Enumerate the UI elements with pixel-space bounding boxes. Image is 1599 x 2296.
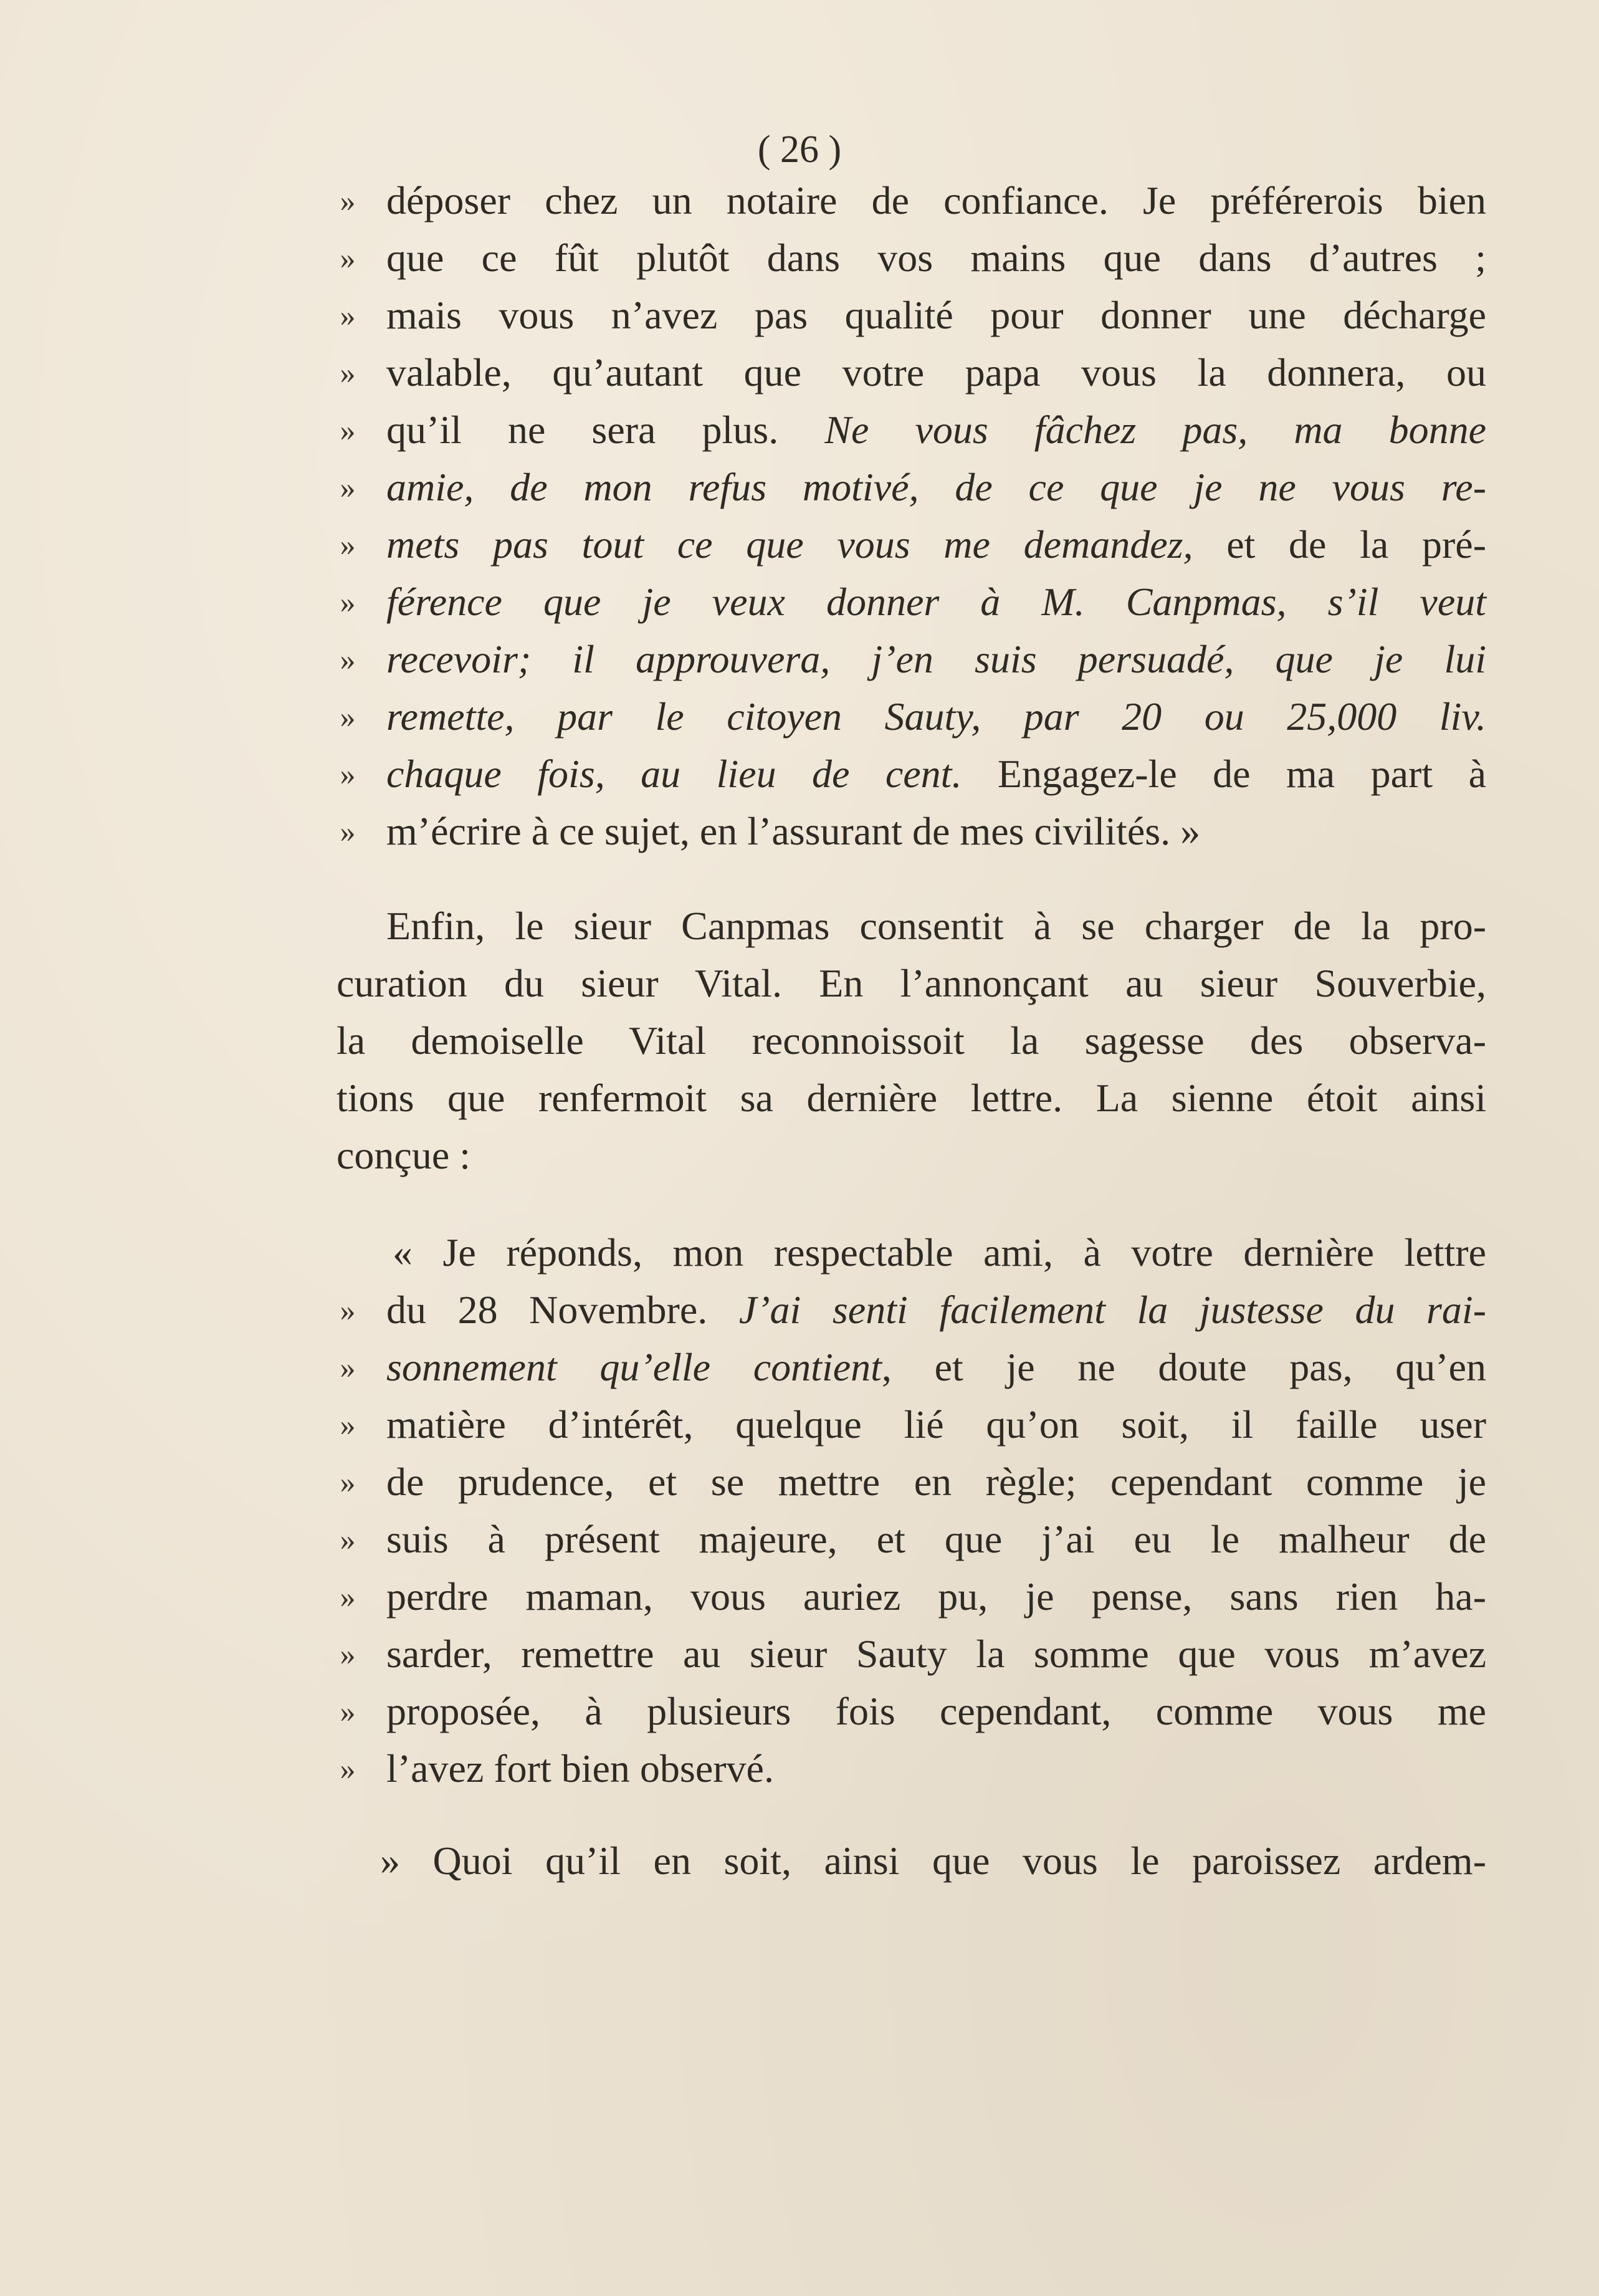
quote-mark: » [340, 699, 356, 734]
text-line: perdre maman, vous auriez pu, je pense, sans rien ha- [386, 1574, 1486, 1619]
quote-mark: » [340, 1407, 356, 1442]
quote-mark: » [340, 585, 356, 619]
quote-mark: » [340, 470, 356, 505]
text-line: férence que je veux donner à M. Canpmas, s’il veut [386, 580, 1486, 624]
text-line: déposer chez un notaire de confiance. Je préférerois bien [386, 178, 1486, 222]
text-line: de prudence, et se mettre en règle; cependant comme je [386, 1460, 1486, 1504]
quote-mark: » [340, 1350, 356, 1385]
text-line: valable, qu’autant que votre papa vous la donnera, ou [386, 350, 1486, 395]
text-line: sonnement qu’elle contient, et je ne doute pas, qu’en [386, 1345, 1486, 1389]
quote-mark: » [340, 413, 356, 447]
quote-mark: » [340, 183, 356, 218]
text-line: recevoir; il approuvera, j’en suis persuadé, que je lui [386, 637, 1486, 681]
quote-mark: » [340, 757, 356, 792]
text-line: m’écrire à ce sujet, en l’assurant de mes civilités. » [386, 809, 1201, 853]
quote-mark: » [340, 355, 356, 390]
quote-mark: » [340, 1522, 356, 1557]
text-line: sarder, remettre au sieur Sauty la somme que vous m’avez [386, 1632, 1486, 1676]
text-line: Enfin, le sieur Canpmas consentit à se charger de la pro- [386, 904, 1486, 948]
quote-mark: » [340, 1579, 356, 1614]
page-number: ( 26 ) [757, 128, 842, 171]
text-line: suis à présent majeure, et que j’ai eu le malheur de [386, 1517, 1486, 1561]
text-line: « Je réponds, mon respectable ami, à votre dernière lettre [393, 1230, 1486, 1275]
quote-mark: » [340, 1293, 356, 1327]
text-line: du 28 Novembre. J’ai senti facilement la justesse du rai- [386, 1288, 1486, 1332]
text-line: conçue : [337, 1133, 470, 1177]
quote-mark: » [340, 241, 356, 275]
text-line: l’avez fort bien observé. [386, 1746, 774, 1791]
text-line: matière d’intérêt, quelque lié qu’on soit, il faille user [386, 1402, 1486, 1447]
text-line: amie, de mon refus motivé, de ce que je ne vous re- [386, 465, 1486, 509]
quote-mark: » [340, 1751, 356, 1786]
text-line: mets pas tout ce que vous me demandez, et de la pré- [386, 522, 1487, 567]
text-line: curation du sieur Vital. En l’annonçant au sieur Souverbie, [337, 961, 1486, 1005]
text-line: » Quoi qu’il en soit, ainsi que vous le paroissez ardem- [380, 1839, 1486, 1883]
text-line: tions que renfermoit sa dernière lettre. La sienne étoit ainsi [337, 1076, 1486, 1120]
quote-mark: » [340, 814, 356, 849]
text-line: qu’il ne sera plus. Ne vous fâchez pas, ma bonne [386, 408, 1486, 452]
text-line: proposée, à plusieurs fois cependant, comme vous me [386, 1689, 1486, 1733]
text-line: que ce fût plutôt dans vos mains que dans d’autres ; [386, 236, 1486, 280]
quote-mark: » [340, 1637, 356, 1672]
quote-mark: » [340, 527, 356, 562]
quote-mark: » [340, 1694, 356, 1729]
quote-mark: » [340, 1465, 356, 1500]
text-line: chaque fois, au lieu de cent. Engagez-le de ma part à [386, 752, 1487, 796]
text-line: mais vous n’avez pas qualité pour donner une décharge [386, 293, 1486, 337]
quote-mark: » [340, 298, 356, 333]
text-line: la demoiselle Vital reconnoissoit la sagesse des observa- [337, 1018, 1486, 1063]
quote-mark: » [340, 642, 356, 677]
text-line: remette, par le citoyen Sauty, par 20 ou 25,000 liv. [386, 694, 1486, 739]
